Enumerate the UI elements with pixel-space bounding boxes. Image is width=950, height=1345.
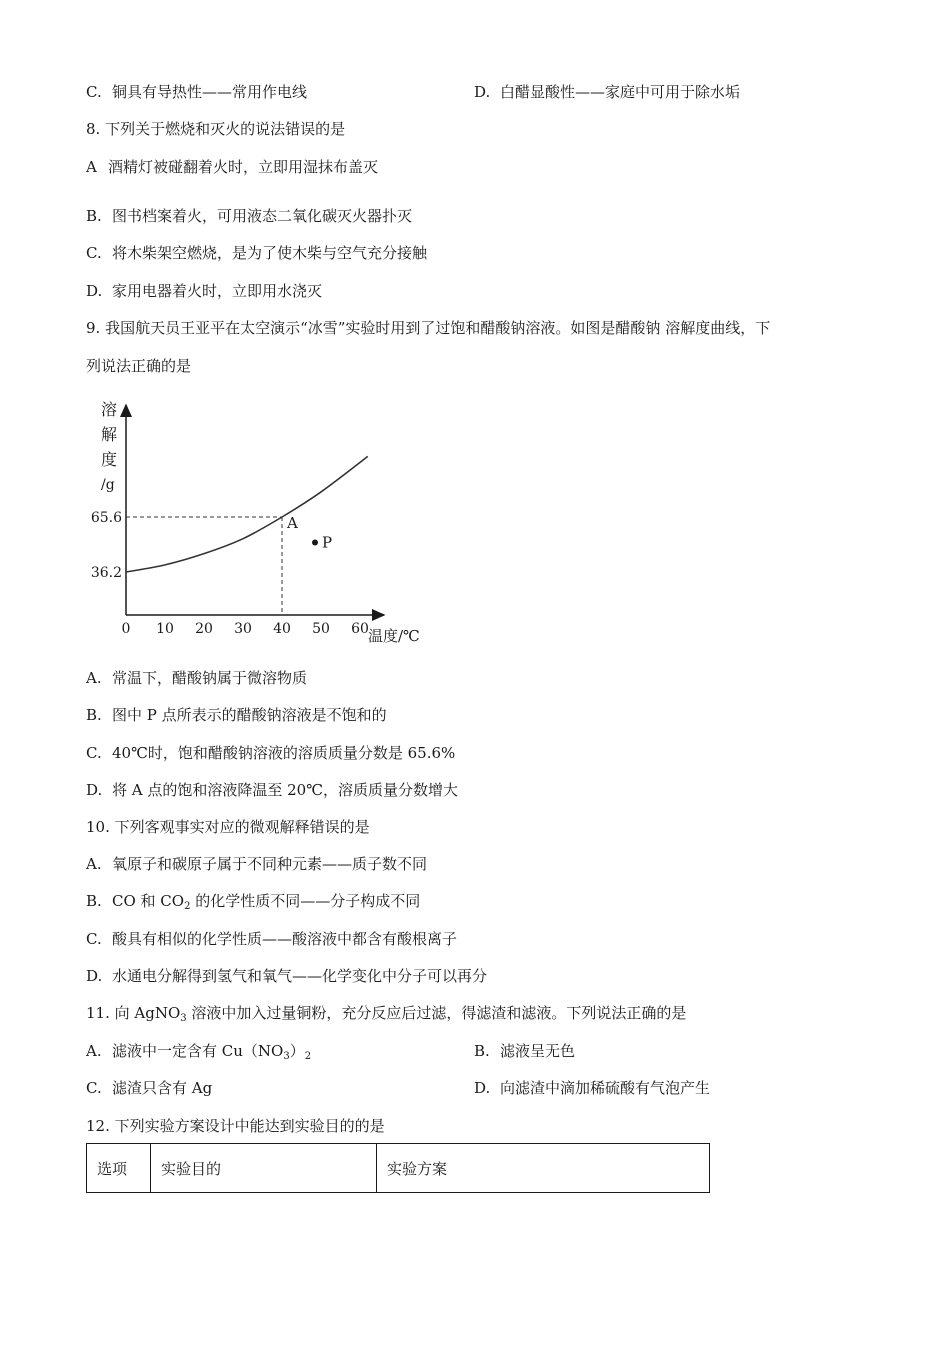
option-letter: C. xyxy=(86,744,102,762)
q8-stem: 8. 下列关于燃烧和灭火的说法错误的是 xyxy=(86,120,346,138)
guide-lines xyxy=(126,517,282,615)
point-label: P xyxy=(322,533,333,552)
option-text: 图书档案着火，可用液态二氧化碳灭火器扑灭 xyxy=(112,207,413,225)
point-marker xyxy=(312,539,318,545)
option-letter: D. xyxy=(474,83,491,101)
q8-option-a xyxy=(86,157,378,177)
option-text: 图中 P 点所表示的醋酸钠溶液是不饱和的 xyxy=(112,706,387,724)
option-text: 向滤渣中滴加稀硫酸有气泡产生 xyxy=(500,1079,711,1097)
table-header-cell: 选项 xyxy=(87,1144,151,1193)
q9-option-b xyxy=(86,705,387,725)
option-letter: B. xyxy=(86,706,102,724)
option-text: 滤渣只含有 Ag xyxy=(112,1079,213,1097)
option-text-mid: ） xyxy=(289,1042,305,1060)
table-header-cell: 实验方案 xyxy=(377,1144,710,1193)
subscript: 2 xyxy=(184,901,191,912)
q11-option-c xyxy=(86,1078,212,1098)
x-tick-labels xyxy=(122,621,369,637)
option-text: 40℃时，饱和醋酸钠溶液的溶质质量分数是 65.6% xyxy=(112,744,456,762)
option-letter: D. xyxy=(86,967,103,985)
table-header-cell: 实验目的 xyxy=(151,1144,377,1193)
stem-post: 溶液中加入过量铜粉，充分反应后过滤，得滤渣和滤液。下列说法正确的是 xyxy=(186,1004,687,1022)
option-letter: D. xyxy=(86,781,103,799)
solubility-curve xyxy=(126,456,368,572)
x-tick-label: 60 xyxy=(351,621,369,637)
x-tick-label: 10 xyxy=(156,621,174,637)
option-letter: C. xyxy=(86,244,102,262)
point-label: A xyxy=(287,514,298,532)
option-text: 水通电分解得到氢气和氧气——化学变化中分子可以再分 xyxy=(112,967,488,985)
x-tick-label: 40 xyxy=(273,621,291,637)
option-text: 氧原子和碳原子属于不同种元素——质子数不同 xyxy=(112,855,428,873)
subscript: 3 xyxy=(283,1051,290,1062)
subscript: 3 xyxy=(180,1013,187,1024)
q10-stem: 10. 下列客观事实对应的微观解释错误的是 xyxy=(86,818,370,836)
x-tick-label: 20 xyxy=(195,621,213,637)
x-tick-label: 30 xyxy=(234,621,252,637)
q9-option-a xyxy=(86,668,307,688)
option-letter: A. xyxy=(86,1042,102,1060)
option-letter: C. xyxy=(86,1079,102,1097)
option-letter: D. xyxy=(86,282,103,300)
q8-option-d xyxy=(86,281,322,301)
option-text: 常温下，醋酸钠属于微溶物质 xyxy=(112,669,308,687)
q12-stem: 12. 下列实验方案设计中能达到实验目的的是 xyxy=(86,1117,385,1135)
option-text: 将木柴架空燃烧，是为了使木柴与空气充分接触 xyxy=(112,244,428,262)
option-letter: D. xyxy=(474,1079,491,1097)
q10-option-c xyxy=(86,929,457,949)
subscript: 2 xyxy=(304,1051,312,1062)
q11-stem xyxy=(86,1003,686,1029)
q8-option-b xyxy=(86,206,412,226)
chart-points xyxy=(286,514,332,551)
y-tick-label: 65.6 xyxy=(90,510,122,526)
option-text-pre: CO 和 CO xyxy=(112,892,185,910)
option-text-pre: 滤液中一定含有 Cu（NO xyxy=(112,1042,284,1060)
solubility-chart xyxy=(86,395,446,650)
option-text: 酒精灯被碰翻着火时，立即用湿抹布盖灭 xyxy=(108,158,379,176)
option-text-post: 的化学性质不同——分子构成不同 xyxy=(190,892,421,910)
option-letter: A xyxy=(86,158,97,176)
q10-option-b xyxy=(86,891,420,917)
q11-option-a xyxy=(86,1041,311,1067)
q8-option-c xyxy=(86,243,427,263)
x-tick-label: 50 xyxy=(312,621,330,637)
q9-option-c xyxy=(86,743,455,763)
y-axis-label-char: 溶 xyxy=(101,400,118,419)
q11-option-d xyxy=(474,1078,710,1098)
option-letter: A. xyxy=(86,855,102,873)
q11-option-b xyxy=(474,1041,575,1061)
y-tick-label: 36.2 xyxy=(90,565,122,581)
option-letter: A. xyxy=(86,669,102,687)
y-axis-label xyxy=(101,400,117,493)
q9-stem-line2: 列说法正确的是 xyxy=(86,357,192,375)
y-axis-label-char: /g xyxy=(101,477,115,493)
experiment-table xyxy=(86,1143,710,1193)
q7-option-c xyxy=(86,82,307,102)
option-letter: B. xyxy=(86,207,102,225)
y-axis-label-char: 度 xyxy=(101,450,118,469)
x-axis-label: 温度/℃ xyxy=(368,627,420,645)
option-text: 铜具有导热性——常用作电线 xyxy=(112,83,308,101)
option-text: 家用电器着火时，立即用水浇灭 xyxy=(112,282,323,300)
option-letter: B. xyxy=(86,892,102,910)
q10-option-d xyxy=(86,966,487,986)
stem-pre: 11. 向 AgNO xyxy=(86,1004,181,1022)
option-letter: B. xyxy=(474,1042,490,1060)
option-text: 白醋显酸性——家庭中可用于除水垢 xyxy=(500,83,741,101)
table-header-row xyxy=(87,1144,710,1193)
option-letter: C. xyxy=(86,83,102,101)
y-tick-labels xyxy=(91,510,122,581)
q9-option-d xyxy=(86,780,458,800)
option-text: 滤液呈无色 xyxy=(500,1042,576,1060)
option-letter: C. xyxy=(86,930,102,948)
option-text: 将 A 点的饱和溶液降温至 20℃，溶质质量分数增大 xyxy=(112,781,459,799)
x-tick-label: 0 xyxy=(121,621,131,637)
q10-option-a xyxy=(86,854,427,874)
y-axis-label-char: 解 xyxy=(101,425,118,444)
q7-option-d xyxy=(474,82,740,102)
q9-stem-line1: 9. 我国航天员王亚平在太空演示“冰雪”实验时用到了过饱和醋酸钠溶液。如图是醋酸钠 溶解度曲线，下 xyxy=(86,319,771,337)
option-text: 酸具有相似的化学性质——酸溶液中都含有酸根离子 xyxy=(112,930,458,948)
